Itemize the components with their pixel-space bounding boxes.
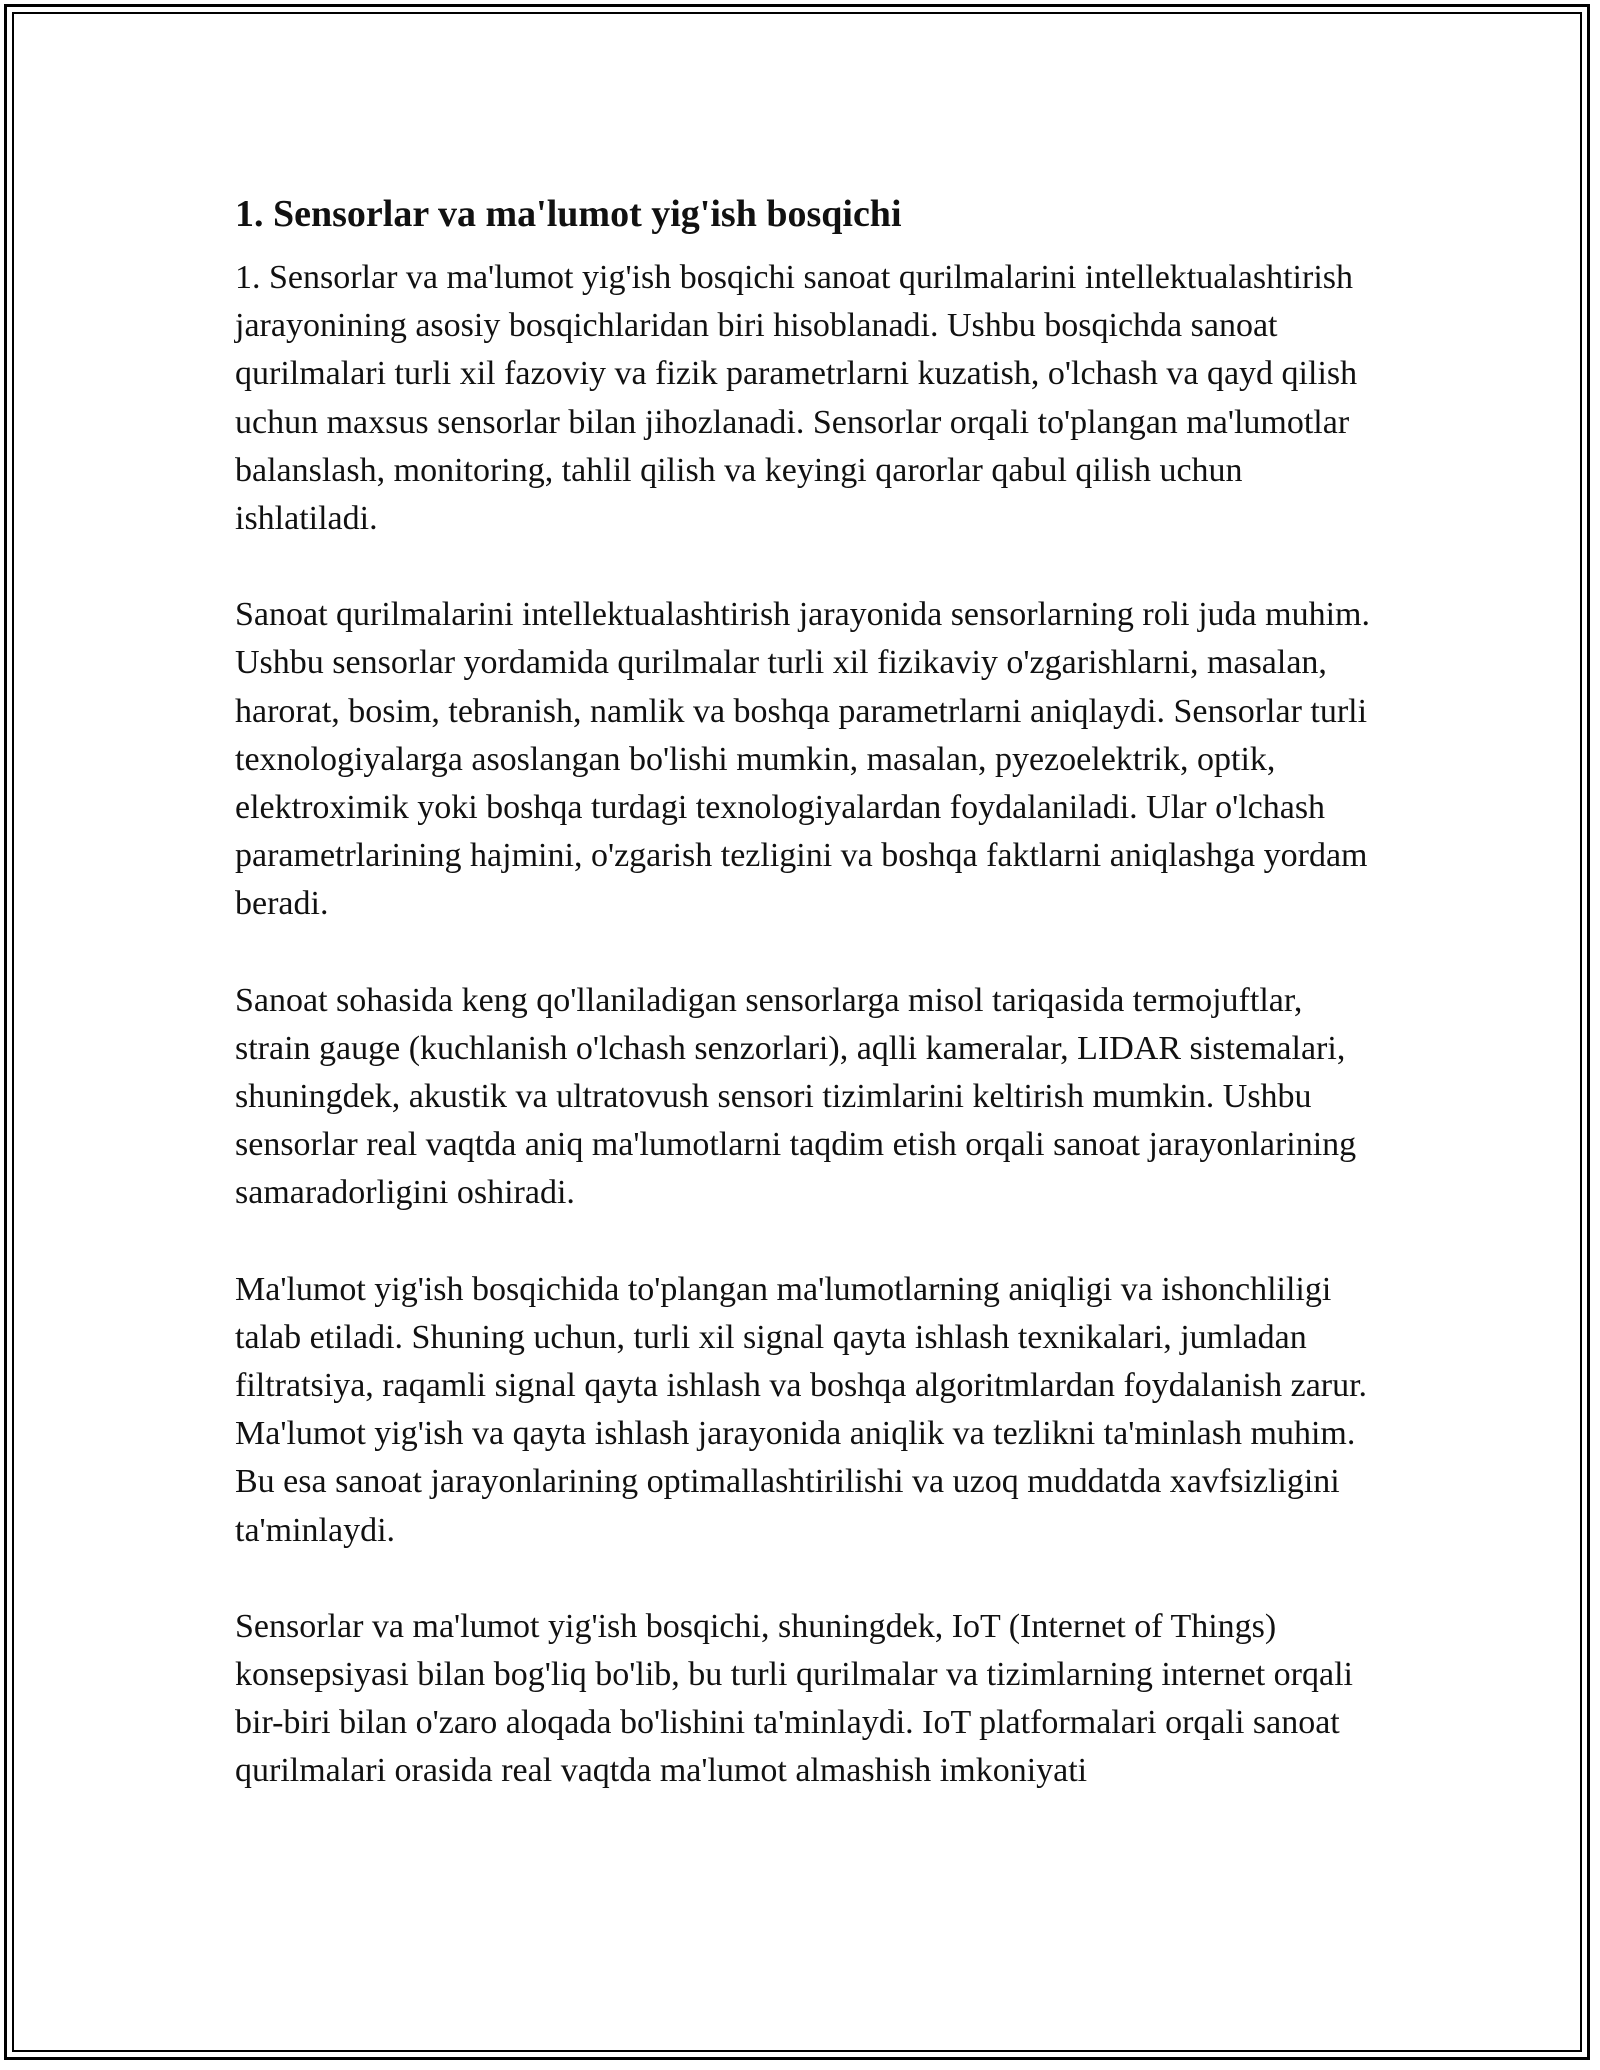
paragraph-5: Sensorlar va ma'lumot yig'ish bosqichi, shuningdek, IoT (Internet of Things) konsepsiyasi bilan bog'liq bo'lib, bu turli qurilmalar va tizimlarning internet orqali bir-biri bilan o'zaro aloqada bo'lishini ta'minlaydi. IoT platformalari orqali sanoat qurilmalari orasida real vaqtda ma'lumot almashish imkoniyati: [235, 1607, 1353, 1790]
section-heading: 1. Sensorlar va ma'lumot yig'ish bosqichi: [235, 193, 902, 235]
paragraph-4: Ma'lumot yig'ish bosqichida to'plangan ma'lumotlarning aniqligi va ishonchliligi talab etiladi. Shuning uchun, turli xil signal qayta ishlash texnikalari, jumladan filtratsiya, raqamli signal qayta ishlash va boshqa algoritmlardan foydalanish zarur. Ma'lumot yig'ish va qayta ishlash jarayonida aniqlik va tezlikni ta'minlash muhim. Bu esa sanoat jarayonlarining optimallashtirilishi va uzoq muddatda xavfsizligini ta'minlaydi.: [235, 1270, 1368, 1549]
document-body: [235, 186, 1375, 1844]
paragraph-1: 1. Sensorlar va ma'lumot yig'ish bosqichi sanoat qurilmalarini intellektualashtirish jarayonining asosiy bosqichlaridan biri hisoblanadi. Ushbu bosqichda sanoat qurilmalari turli xil fazoviy va fizik parametrlarni kuzatish, o'lchash va qayd qilish uchun maxsus sensorlar bilan jihozlanadi. Sensorlar orqali to'plangan ma'lumotlar balanslash, monitoring, tahlil qilish va keyingi qarorlar qabul qilish uchun ishlatiladi.: [235, 259, 1358, 538]
paragraph-3: Sanoat sohasida keng qo'llaniladigan sensorlarga misol tariqasida termojuftlar, strain gauge (kuchlanish o'lchash senzorlari), aqlli kameralar, LIDAR sistemalari, shuningdek, akustik va ultratovush sensori tizimlarini keltirish mumkin. Ushbu sensorlar real vaqtda aniq ma'lumotlarni taqdim etish orqali sanoat jarayonlarining samaradorligini oshiradi.: [235, 981, 1357, 1212]
paragraph-2: Sanoat qurilmalarini intellektualashtirish jarayonida sensorlarning roli juda muhim. Ushbu sensorlar yordamida qurilmalar turli xil fizikaviy o'zgarishlarni, masalan, harorat, bosim, tebranish, namlik va boshqa parametrlarni aniqlaydi. Sensorlar turli texnologiyalarga asoslangan bo'lishi mumkin, masalan, pyezoelektrik, optik, elektroximik yoki boshqa turdagi texnologiyalardan foydalaniladi. Ular o'lchash parametrlarining hajmini, o'zgarish tezligini va boshqa faktlarni aniqlashga yordam beradi.: [235, 596, 1370, 923]
